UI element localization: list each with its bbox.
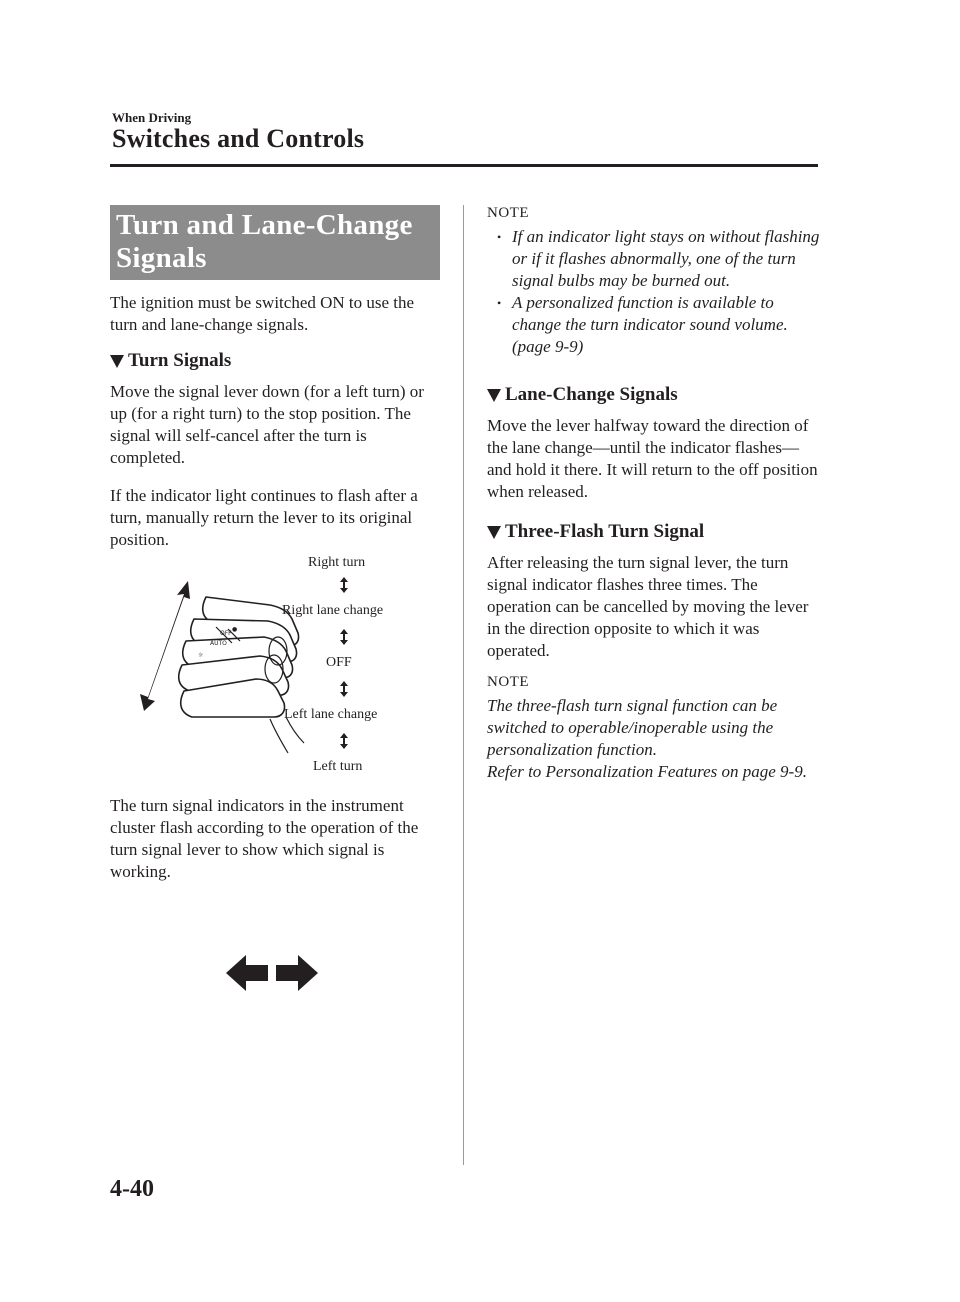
turn-signal-lever-figure (110, 557, 440, 777)
note-label-2: NOTE (487, 674, 529, 690)
indicator-paragraph: The turn signal indicators in the instrument cluster flash according to the operation of the turn signal lever to show which signal is working. (110, 796, 419, 881)
svg-text:☼: ☼ (198, 652, 204, 659)
note-2-paragraph-2: Refer to Personalization Features on page 9-9. (487, 762, 807, 781)
svg-text:OFF: OFF (220, 630, 232, 637)
three-flash-heading (487, 521, 822, 543)
bullet-dot-icon: • (497, 296, 502, 310)
note-list-1 (487, 226, 822, 358)
banner-line-2: Signals (116, 242, 207, 274)
svg-text:AUTO: AUTO (210, 640, 227, 647)
label-left-turn: Left turn (313, 759, 363, 774)
note-2-paragraph-1: The three-flash turn signal function can be switched to operable/inoperable using the personalization function. (487, 696, 778, 759)
section-title: Switches and Controls (112, 124, 365, 153)
header-rule (110, 164, 818, 167)
topic-banner (110, 205, 440, 280)
double-arrow-icon (338, 629, 350, 645)
lane-change-paragraph: Move the lever halfway toward the direction of the lane change—until the indicator flashes— and hold it there. It will return to the off position when released. (487, 416, 818, 501)
label-left-lane-change: Left lane change (284, 707, 378, 722)
right-turn-indicator-icon (276, 955, 318, 991)
note-item (487, 292, 822, 358)
intro-paragraph: The ignition must be switched ON to use the turn and lane-change signals. (110, 293, 415, 334)
double-arrow-icon (338, 681, 350, 697)
lane-change-heading (487, 384, 822, 406)
triangle-bullet-icon (487, 526, 501, 539)
page-number: 4-40 (110, 1176, 154, 1202)
lever-illustration (110, 557, 440, 777)
label-right-lane-change: Right lane change (282, 603, 384, 618)
svg-text:●: ● (232, 626, 238, 633)
note-item (487, 226, 822, 292)
label-right-turn: Right turn (308, 555, 366, 570)
turn-signals-paragraph-2: If the indicator light continues to flash after a turn, manually return the lever to its original position. (110, 486, 418, 549)
lever-travel-arrow-icon (140, 581, 190, 711)
double-arrow-icon (338, 577, 350, 593)
left-column (110, 205, 440, 883)
turn-indicator-symbols (226, 953, 318, 993)
left-turn-indicator-icon (226, 955, 268, 991)
turn-signals-heading-text: Turn Signals (128, 350, 232, 371)
note-item-text: If an indicator light stays on without flashing or if it flashes abnormally, one of the turn signal bulbs may be burned out. (512, 227, 820, 290)
column-divider (463, 205, 464, 1165)
triangle-bullet-icon (110, 355, 124, 368)
right-column (487, 205, 822, 783)
note-block-2 (487, 695, 822, 783)
three-flash-heading-text: Three-Flash Turn Signal (505, 521, 705, 542)
note-label-1: NOTE (487, 205, 529, 221)
bullet-dot-icon: • (497, 230, 502, 244)
three-flash-paragraph: After releasing the turn signal lever, the turn signal indicator flashes three times. The operation can be cancelled by moving the lever in the direction opposite to which it was operated. (487, 553, 809, 660)
turn-signals-paragraph-1: Move the signal lever down (for a left turn) or up (for a right turn) to the stop position. The signal will self-cancel after the turn is completed. (110, 382, 424, 467)
label-off: OFF (326, 655, 352, 670)
lane-change-heading-text: Lane-Change Signals (505, 384, 678, 405)
chapter-label: When Driving (112, 110, 192, 125)
turn-signals-heading (110, 350, 440, 372)
banner-line-1: Turn and Lane-Change (116, 209, 413, 241)
triangle-bullet-icon (487, 389, 501, 402)
double-arrow-icon (338, 733, 350, 749)
note-item-text: A personalized function is available to change the turn indicator sound volume. (page 9-9) (512, 293, 788, 356)
